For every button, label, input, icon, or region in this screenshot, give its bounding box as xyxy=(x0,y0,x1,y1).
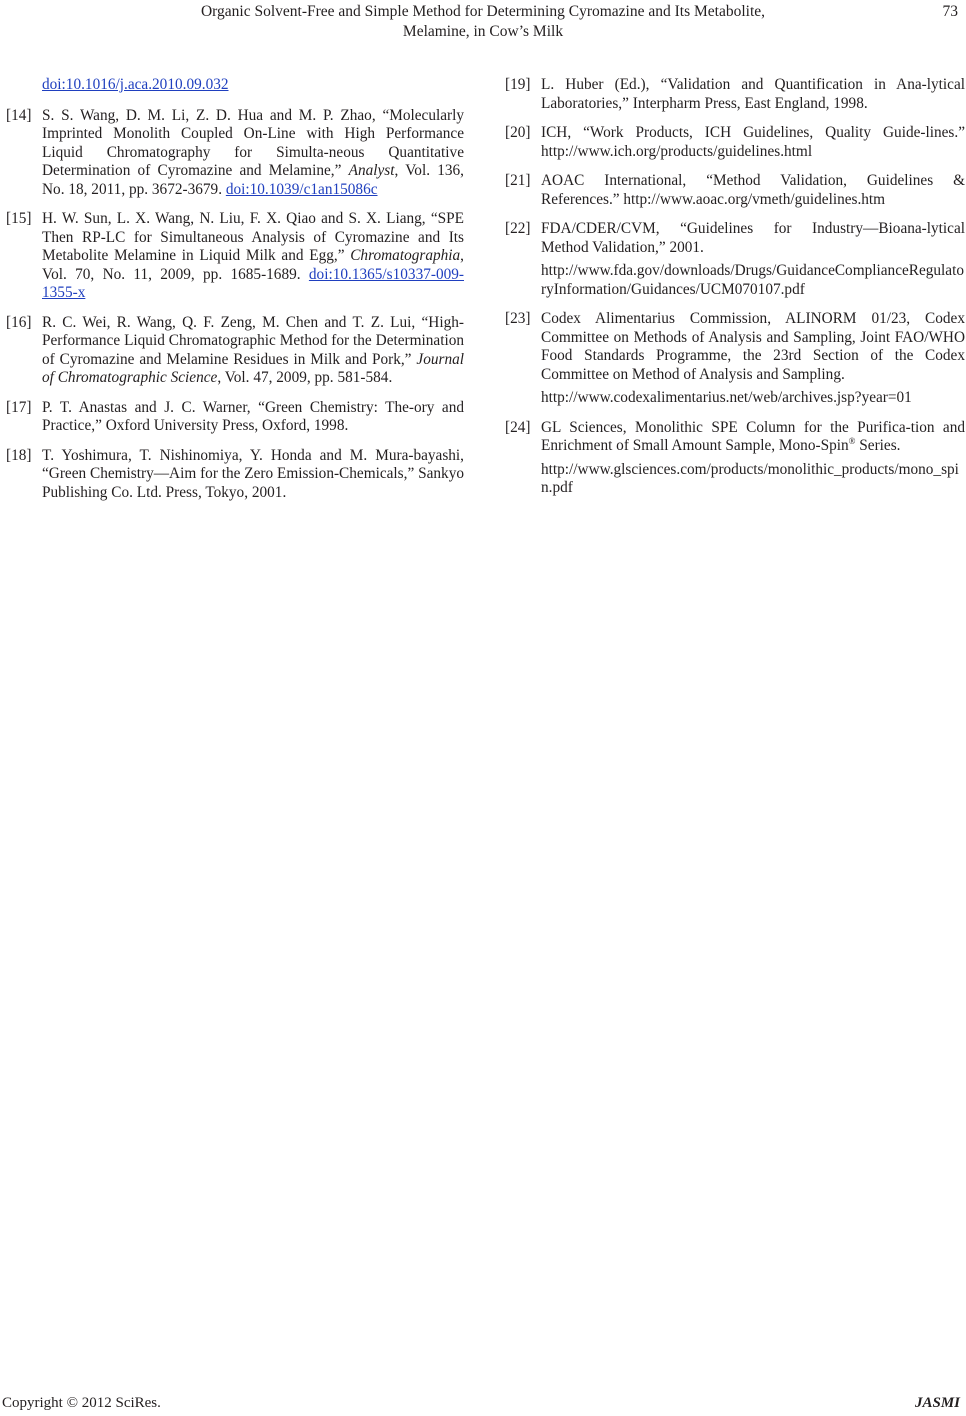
reference-text: R. C. Wei, R. Wang, Q. F. Zeng, M. Chen and T. Z. Lui, “High-Performance Liquid Chromatographic Method for the Determination of Cyromazine and Melamine Residues in Milk and Pork,” Journal of Chromatographic Science, Vol. 47, 2009, pp. 581-584. xyxy=(42,313,464,386)
reference-14 xyxy=(6,107,464,200)
page-number: 73 xyxy=(942,3,958,20)
reference-text: GL Sciences, Monolithic SPE Column for the Purifica-tion and Enrichment of Small Amount Sample, Mono-Spin® Series. http://www.glsciences.com/products/monolithic_products/mono_spin.pdf xyxy=(541,418,965,496)
reference-24 xyxy=(505,419,965,498)
reference-number: [21] xyxy=(505,172,531,189)
references-left-column xyxy=(6,76,464,513)
running-header xyxy=(0,2,966,42)
reference-text: T. Yoshimura, T. Nishinomiya, Y. Honda and M. Mura-bayashi, “Green Chemistry—Aim for the Zero Emission-Chemicals,” Sankyo Publishing Co. Ltd. Press, Tokyo, 2001. xyxy=(42,446,464,501)
reference-22 xyxy=(505,220,965,299)
reference-15 xyxy=(6,210,464,303)
journal-name: Journal of Chromatographic Science xyxy=(42,350,464,386)
reference-21 xyxy=(505,172,965,209)
reference-13-continuation xyxy=(6,76,464,95)
reference-text: AOAC International, “Method Validation, Guidelines & References.” http://www.aoac.org/vmeth/guidelines.htm xyxy=(541,172,965,208)
reference-number: [19] xyxy=(505,76,531,93)
reference-17 xyxy=(6,399,464,436)
reference-text: Codex Alimentarius Commission, ALINORM 01/23, Codex Committee on Methods of Analysis and Sampling, Joint FAO/WHO Food Standards Programme, the 23rd Section of the Codex Committee on Method of Analysis and Sampling. http://www.codexalimentarius.net/web/archives.jsp?year=01 xyxy=(541,310,965,406)
copyright-notice: Copyright © 2012 SciRes. xyxy=(2,1395,161,1411)
doi-link[interactable]: doi:10.1016/j.aca.2010.09.032 xyxy=(42,76,229,93)
reference-text: S. S. Wang, D. M. Li, Z. D. Hua and M. P. Zhao, “Molecularly Imprinted Monolith Coupled On-Line with High Performance Liquid Chromatography for Simulta-neous Quantitative Determination of Cyromazine and Melamine,” Analyst, Vol. 136, No. 18, 2011, pp. 3672-3679. doi:10.1039/c1an15086c xyxy=(42,106,465,198)
reference-text: FDA/CDER/CVM, “Guidelines for Industry—Bioana-lytical Method Validation,” 2001. http://www.fda.gov/downloads/Drugs/GuidanceComplianceRegulatoryInformation/Guidances/UCM070107.pdf xyxy=(541,220,965,298)
reference-18 xyxy=(6,447,464,503)
reference-number: [22] xyxy=(505,220,531,237)
reference-url[interactable]: http://www.fda.gov/downloads/Drugs/GuidanceComplianceRegulatoryInformation/Guidances/UCM070107.pdf xyxy=(541,262,964,298)
reference-20 xyxy=(505,124,965,161)
reference-number: [20] xyxy=(505,124,531,141)
journal-name: Analyst xyxy=(348,162,395,179)
running-title-line-1: Organic Solvent-Free and Simple Method for Determining Cyromazine and Its Metabolite, xyxy=(200,3,766,20)
reference-number: [24] xyxy=(505,418,531,436)
reference-number: [15] xyxy=(6,210,32,227)
reference-text: ICH, “Work Products, ICH Guidelines, Quality Guide-lines.” http://www.ich.org/products/guidelines.html xyxy=(541,124,965,160)
journal-name: Chromatographia xyxy=(350,247,461,264)
reference-number: [23] xyxy=(505,310,531,327)
reference-text: L. Huber (Ed.), “Validation and Quantification in Ana-lytical Laboratories,” Interpharm Press, East England, 1998. xyxy=(541,76,965,112)
reference-number: [17] xyxy=(6,398,32,416)
reference-text: H. W. Sun, L. X. Wang, N. Liu, F. X. Qiao and S. X. Liang, “SPE Then RP-LC for Simultaneous Analysis of Cyromazine and Its Metabolite Melamine in Liquid Milk and Egg,” Chromatographia, Vol. 70, No. 11, 2009, pp. 1685-1689. doi:10.1365/s10337-009-1355-x xyxy=(42,210,464,301)
running-title-line-2: Melamine, in Cow’s Milk xyxy=(402,23,564,40)
reference-23 xyxy=(505,310,965,408)
registered-mark: ® xyxy=(848,435,856,446)
doi-link[interactable]: doi:10.1365/s10337-009-1355-x xyxy=(42,265,464,301)
reference-number: [14] xyxy=(6,106,32,124)
reference-19 xyxy=(505,76,965,113)
journal-abbreviation: JASMI xyxy=(914,1395,960,1411)
reference-16 xyxy=(6,314,464,388)
reference-number: [16] xyxy=(6,313,32,331)
reference-url[interactable]: http://www.glsciences.com/products/monolithic_products/mono_spin.pdf xyxy=(541,460,959,496)
reference-url[interactable]: http://www.codexalimentarius.net/web/archives.jsp?year=01 xyxy=(541,389,912,406)
references-right-column xyxy=(505,76,965,509)
reference-text: P. T. Anastas and J. C. Warner, “Green Chemistry: The-ory and Practice,” Oxford University Press, Oxford, 1998. xyxy=(42,398,464,434)
doi-link[interactable]: doi:10.1039/c1an15086c xyxy=(225,180,378,198)
reference-number: [18] xyxy=(6,446,32,464)
